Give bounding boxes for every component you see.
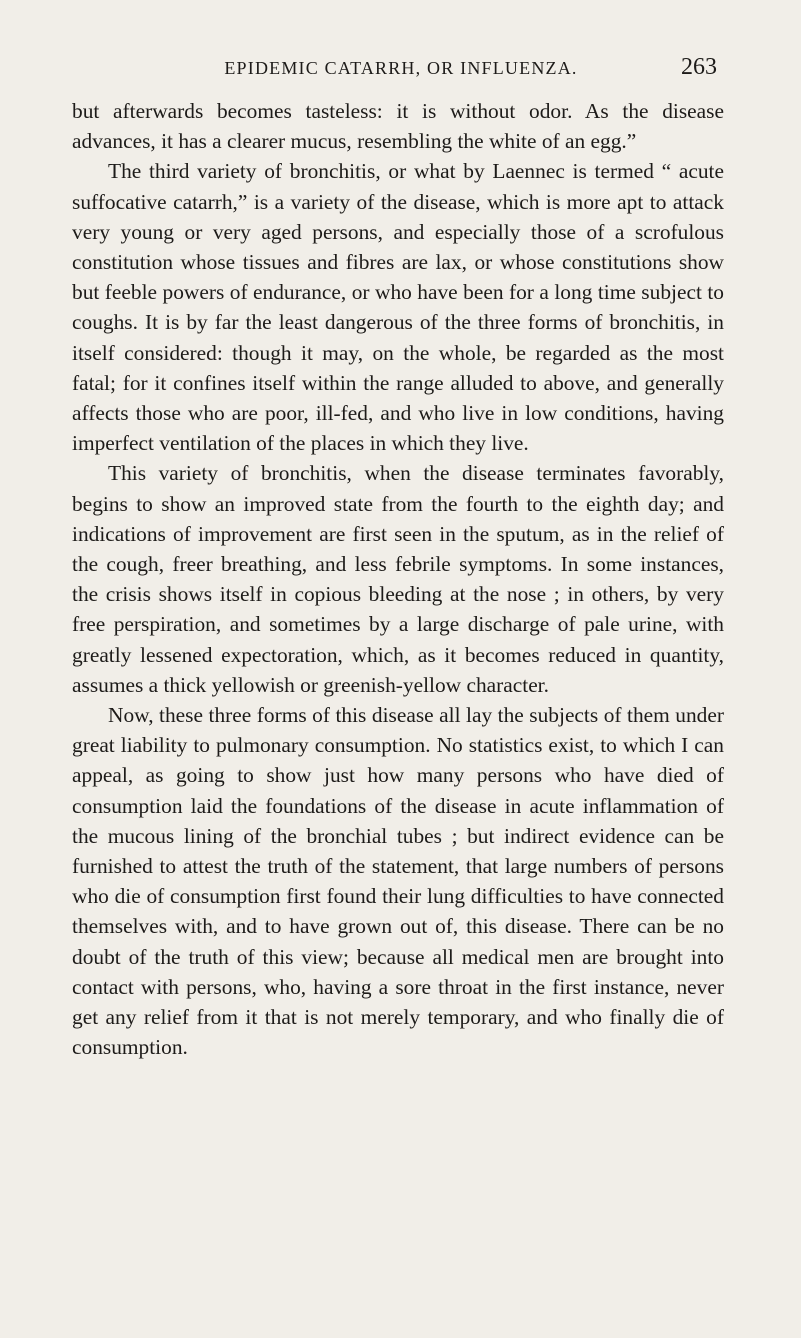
paragraph-favorable-termination: This variety of bronchitis, when the disease terminates favorably, begins to show an improved state from the fourth to the eighth day; and indications of improvement are first seen in the sputum, as in the relief of the cough, freer breathing, and less febrile symptoms. In some instances, the crisis shows itself in copious bleeding at the nose ; in others, by very free perspiration, and sometimes by a large discharge of pale urine, with greatly lessened expectoration, which, as it becomes reduced in quantity, assumes a thick yellowish or greenish-yellow character.: [72, 461, 724, 697]
body-text: [72, 96, 724, 1063]
paragraph-continued: but afterwards becomes tasteless: it is without odor. As the disease advances, it has a clearer mucus, resembling the white of an egg.”: [72, 99, 724, 154]
running-title: EPIDEMIC CATARRH, OR INFLUENZA.: [224, 58, 578, 78]
paragraph-consumption: Now, these three forms of this disease all lay the subjects of them under great liability to pulmonary consumption. No statistics exist, to which I can appeal, as going to show just how many persons who have died of consumption laid the foundations of the disease in acute inflammation of the mucous lining of the bronchial tubes ; but indirect evidence can be furnished to attest the truth of the statement, that large numbers of persons who die of consumption first found their lung difficulties to have connected themselves with, and to have grown out of, this disease. There can be no doubt of the truth of this view; because all medical men are brought into contact with persons, who, having a sore throat in the first instance, never get any relief from it that is not merely temporary, and who finally die of consumption.: [72, 703, 724, 1060]
page-number: 263: [681, 54, 717, 80]
paragraph-third-variety: The third variety of bronchitis, or what by Laennec is termed “ acute suffocative catarrh,” is a variety of the disease, which is more apt to attack very young or very aged persons, and especially those of a scrofulous constitution whose tissues and fibres are lax, or whose constitutions show but feeble powers of endurance, or who have been for a long time subject to coughs. It is by far the least dangerous of the three forms of bronchitis, in itself considered: though it may, on the whole, be regarded as the most fatal; for it confines itself within the range alluded to above, and generally affects those who are poor, ill-fed, and who live in low conditions, having imperfect ventilation of the places in which they live.: [72, 159, 724, 456]
